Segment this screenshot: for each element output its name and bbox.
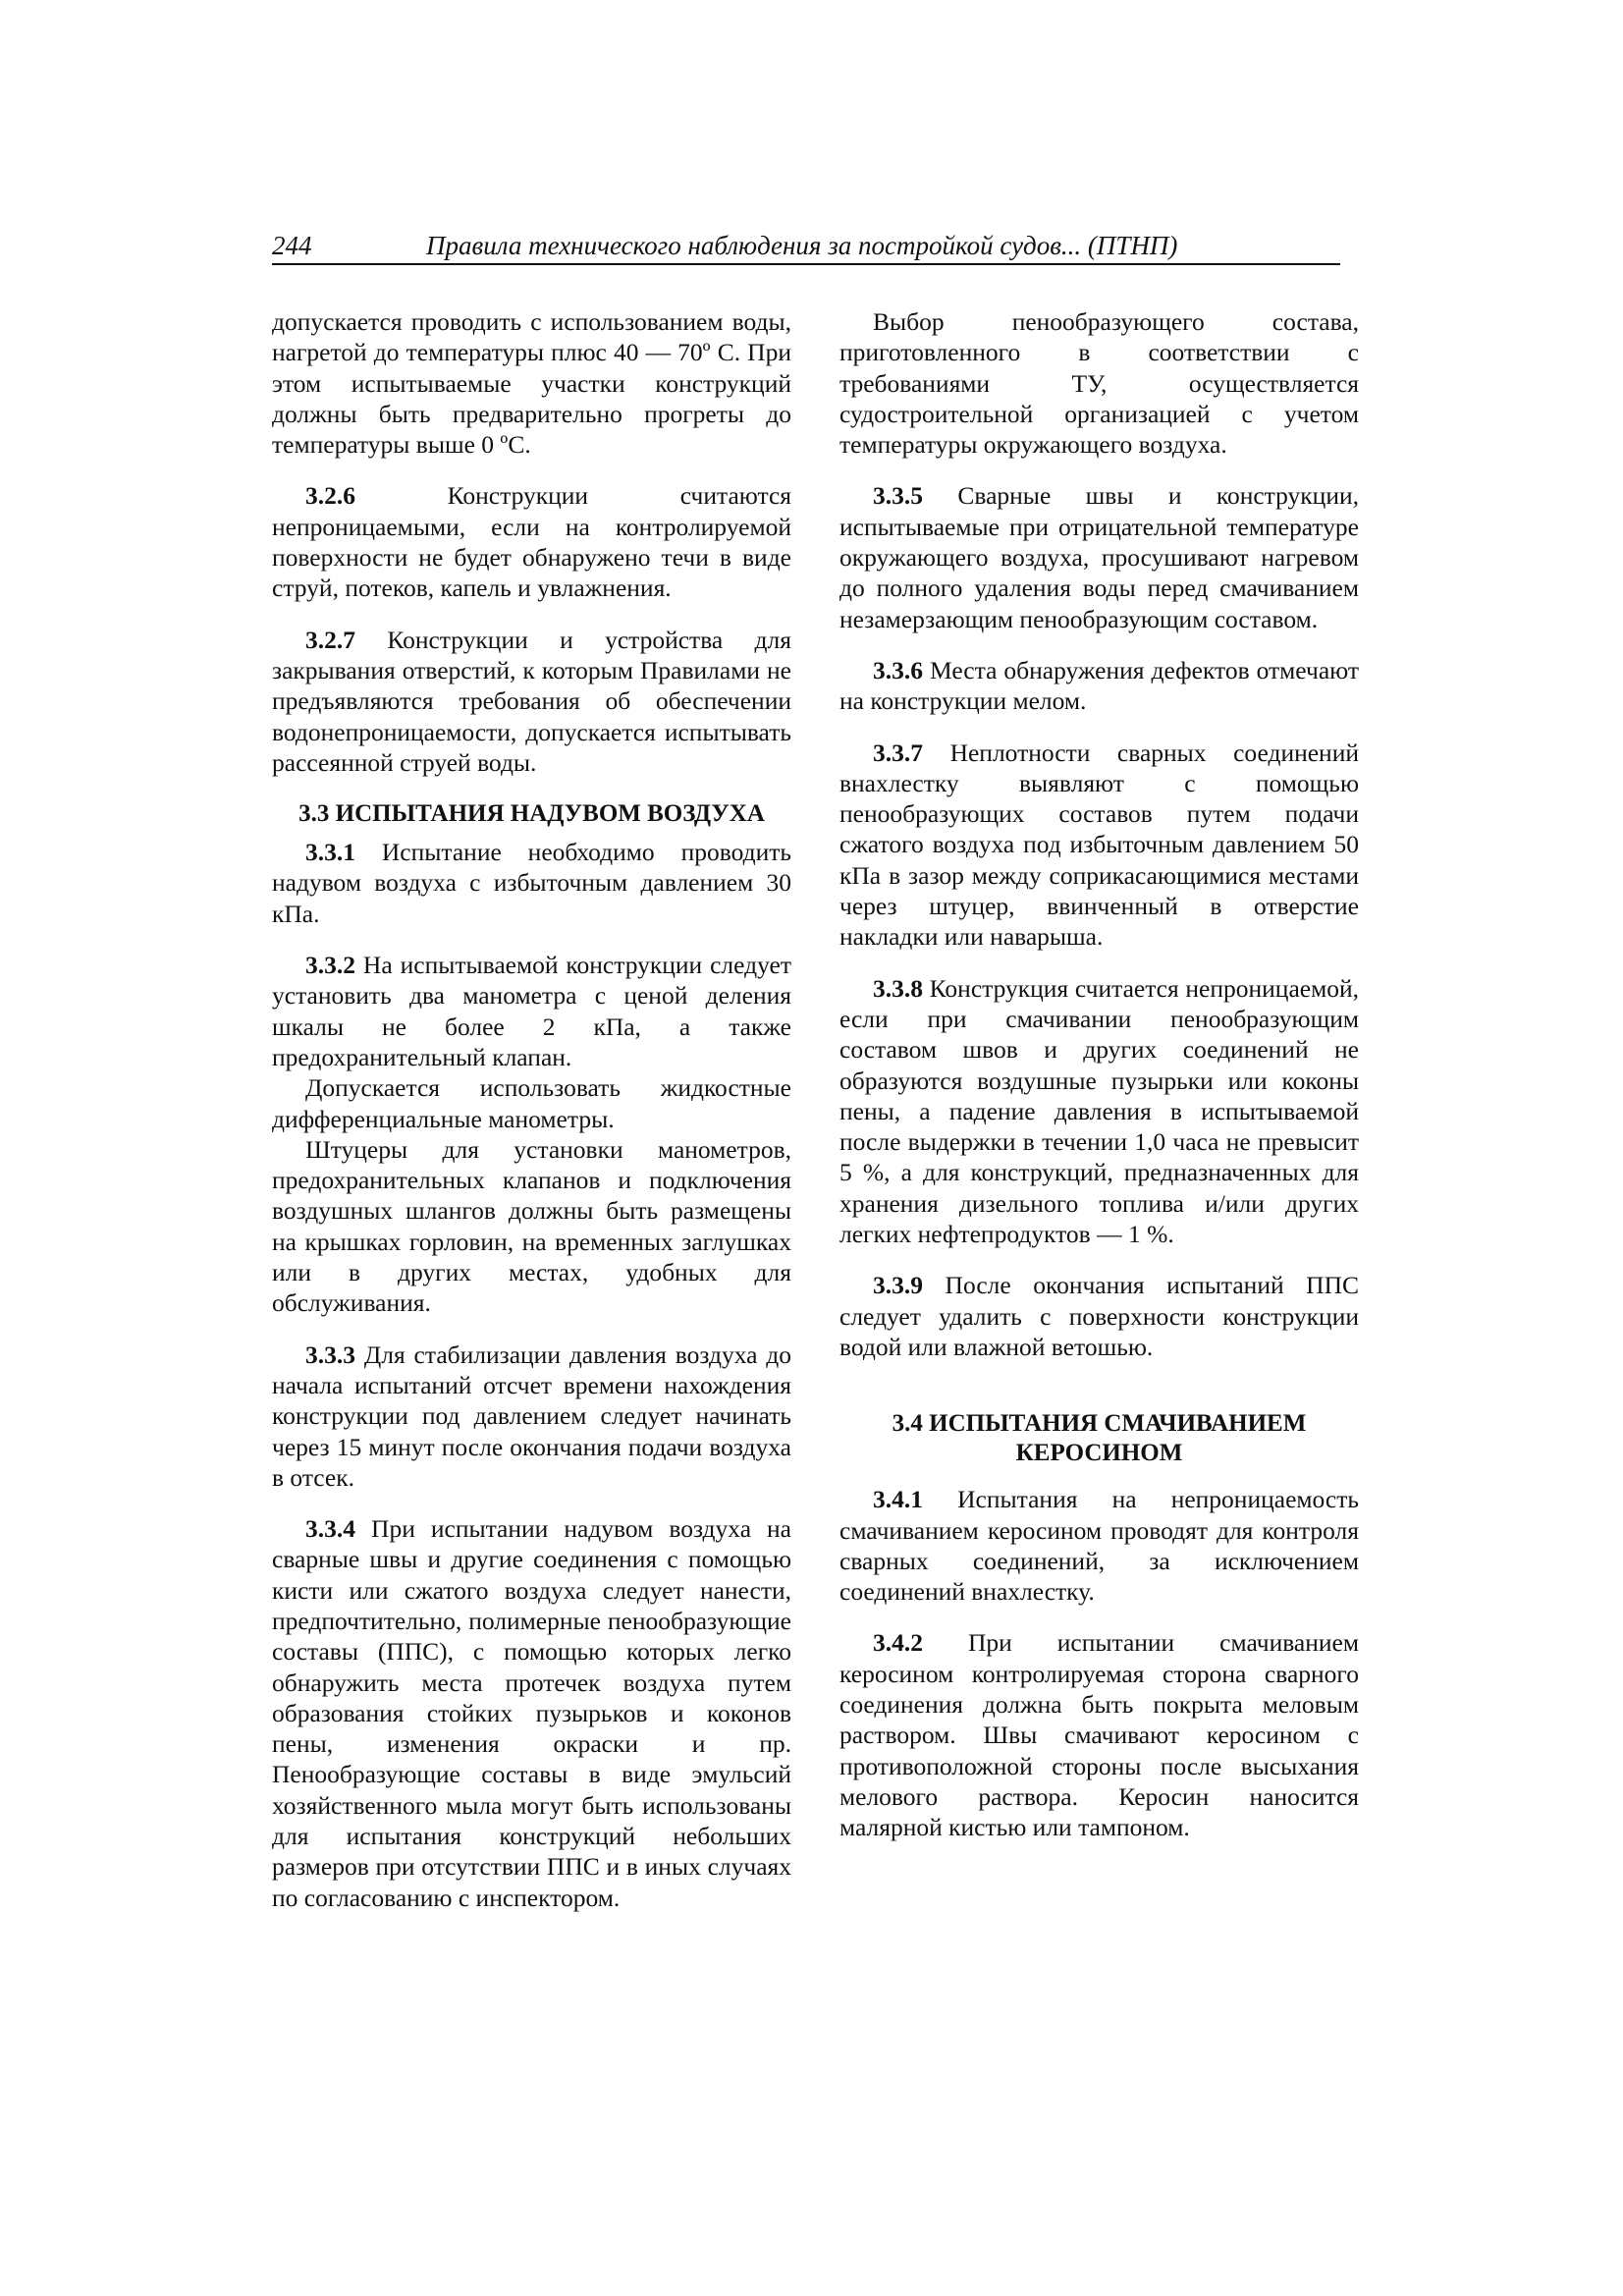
clause-text: При испытании смачиванием керосином контролируемая сторона сварного соединения должна быть покрыта меловым раствором. Швы смачивают керосином с противоположной стороны после высыхания мелового раствора. Керосин наносится малярной кистью или тампоном. — [839, 1628, 1359, 1842]
clause-text: После окончания испытаний ППС следует удалить с поверхности конструкции водой или влажной ветошью. — [839, 1271, 1359, 1361]
page-number: 244 — [272, 231, 312, 260]
clause-number: 3.2.6 — [305, 481, 355, 511]
section-heading-3-4 — [839, 1409, 1359, 1468]
heading-line-2: КЕРОСИНОМ — [1015, 1440, 1183, 1467]
clause-number: 3.4.2 — [873, 1628, 923, 1658]
paragraph-3-3-8 — [839, 973, 1359, 1250]
paragraph-3-3-4 — [272, 1513, 791, 1913]
clause-number: 3.3.9 — [873, 1271, 923, 1300]
clause-text: Испытание необходимо проводить надувом воздуха с избыточным давлением 30 кПа. — [272, 838, 791, 928]
clause-text: При испытании надувом воздуха на сварные швы и другие соединения с помощью кисти или сжатого воздуха следует нанести, предпочтительно, полимерные пенообразующие составы (ППС), с помощью которых легко обнаружить места протечек воздуха путем образования стойких пузырьков и коконов пены, изменения окраски и пр. Пенообразующие составы в виде эмульсий хозяйственного мыла могут быть использованы для испытания конструкций небольших размеров при отсутствии ППС и в иных случаях по согласованию с инспектором. — [272, 1514, 791, 1912]
right-column — [839, 306, 1359, 1842]
clause-text: Конструкции считаются непроницаемыми, если на контролируемой поверхности не будет обнаружено течи в виде струй, потеков, капель и увлажнения. — [272, 481, 791, 603]
heading-line-1: 3.4 ИСПЫТАНИЯ СМАЧИВАНИЕМ — [892, 1410, 1307, 1438]
clause-number: 3.3.2 — [305, 951, 355, 980]
paragraph-3-2-7 — [272, 625, 791, 778]
paragraph-3-3-3 — [272, 1339, 791, 1493]
clause-number: 3.3.6 — [873, 655, 923, 684]
clause-number: 3.3.3 — [305, 1339, 355, 1369]
paragraph-3-4-2 — [839, 1627, 1359, 1842]
clause-text: Конструкции и устройства для закрывания отверстий, к которым Правилами не предъявляются требования об обеспечении водонепроницаемости, допускается испытывать рассеянной струей воды. — [272, 625, 791, 777]
paragraph-3-3-6 — [839, 655, 1359, 717]
clause-number: 3.3.8 — [873, 973, 923, 1003]
paragraph-3-3-1 — [272, 837, 791, 929]
clause-text: Испытания на непроницаемость смачиванием керосином проводят для контроля сварных соединений, за исключением соединений внахлестку. — [839, 1485, 1359, 1607]
paragraph-3-3-7 — [839, 738, 1359, 953]
paragraph-3-3-2 — [272, 950, 791, 1072]
clause-text: Неплотности сварных соединений внахлестку выявляют с помощью пенообразующих составов путем подачи сжатого воздуха под избыточным давлением 50 кПа в зазор между соприкасающимися местами через штуцер, ввинченный в отверстие накладки или наварыша. — [839, 738, 1359, 952]
clause-text: Места обнаружения дефектов отмечают на конструкции мелом. — [839, 655, 1359, 716]
paragraph-3-2-6 — [272, 480, 791, 603]
clause-number: 3.3.1 — [305, 838, 355, 867]
clause-text: На испытываемой конструкции следует установить два манометра с ценой деления шкалы не более 2 кПа, а также предохранительный клапан. — [272, 951, 791, 1071]
clause-text: Конструкция считается непроницаемой, если при смачивании пенообразующим составом швов и других соединений не образуются воздушные пузырьки или коконы пены, а падение давления в испытываемой после выдержки в течении 1,0 часа не превысит 5 %, а для конструкций, предназначенных для хранения дизельного топлива и/или других легких нефтепродуктов — 1 %. — [839, 973, 1359, 1249]
paragraph-3-3-2-fittings: Штуцеры для установки манометров, предохранительных клапанов и подключения воздушных шлангов должны быть размещены на крышках горловин, на временных заглушках или в других местах, удобных для обслуживания. — [272, 1134, 791, 1318]
paragraph-3-3-5 — [839, 480, 1359, 633]
clause-number: 3.3.4 — [305, 1514, 355, 1544]
paragraph-3-4-1 — [839, 1484, 1359, 1607]
clause-number: 3.2.7 — [305, 625, 355, 654]
paragraph-3-3-9 — [839, 1270, 1359, 1362]
clause-number: 3.4.1 — [873, 1485, 923, 1514]
paragraph-foam-selection: Выбор пенообразующего состава, приготовленного в соответствии с требованиями ТУ, осуществляется судостроительной организацией с учетом температуры окружающего воздуха. — [839, 307, 1359, 460]
clause-number: 3.3.7 — [873, 738, 923, 767]
left-column — [272, 306, 791, 1913]
clause-text: Для стабилизации давления воздуха до начала испытаний отсчет времени нахождения конструкции под давлением следует начинать через 15 минут после окончания подачи воздуха в отсек. — [272, 1339, 791, 1492]
clause-text: Сварные швы и конструкции, испытываемые при отрицательной температуре окружающего воздуха, просушивают нагревом до полного удаления воды перед смачиванием незамерзающим пенообразующим составом. — [839, 481, 1359, 633]
paragraph-3-3-2-manometers: Допускается использовать жидкостные дифференциальные манометры. — [272, 1073, 791, 1133]
running-title: Правила технического наблюдения за постройкой судов... (ПТНП) — [426, 231, 1178, 260]
running-header — [272, 228, 1340, 265]
paragraph-continuation: допускается проводить с использованием воды, нагретой до температуры плюс 40 — 70º С. При этом испытываемые участки конструкций должны быть предварительно прогреты до температуры выше 0 ºС. — [272, 307, 791, 460]
clause-number: 3.3.5 — [873, 481, 923, 511]
section-heading-3-3: 3.3 ИСПЫТАНИЯ НАДУВОМ ВОЗДУХА — [298, 800, 765, 828]
